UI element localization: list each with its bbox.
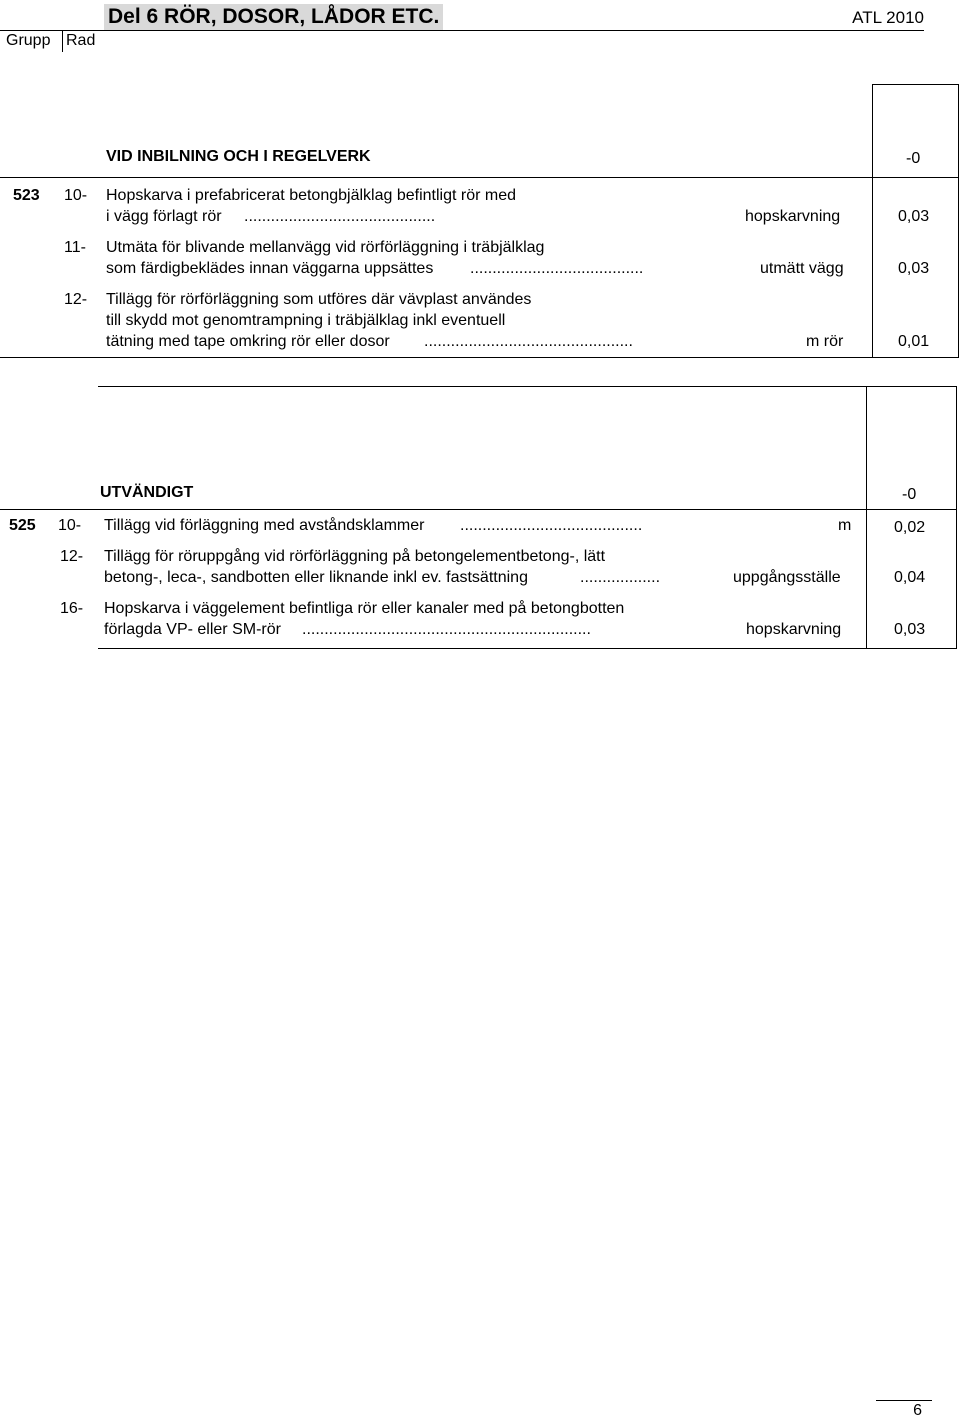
column-header-rad: Rad — [66, 32, 96, 49]
row-number: 10- — [58, 517, 82, 534]
row-description: Tillägg för röruppgång vid rörförläggning på betongelementbetong-, lätt — [104, 548, 606, 565]
group-code: 523 — [13, 187, 40, 204]
group-code: 525 — [9, 517, 36, 534]
row-unit: hopskarvning — [746, 621, 842, 638]
section-title-rule — [0, 509, 957, 510]
row-description: förlagda VP- eller SM-rör — [104, 621, 281, 638]
section-bottom-rule — [98, 648, 957, 649]
row-description: Hopskarva i väggelement befintliga rör eller kanaler med på betongbotten — [104, 600, 625, 617]
row-value: 0,01 — [898, 333, 930, 350]
row-number: 11- — [64, 239, 86, 256]
value-column-border-top — [872, 84, 959, 85]
row-description: i vägg förlagt rör — [106, 208, 222, 225]
row-unit: hopskarvning — [745, 208, 841, 225]
row-description: betong-, leca-, sandbotten eller liknande inkl ev. fastsättning — [104, 569, 528, 586]
section-bottom-rule — [0, 357, 959, 358]
leader-dots: ......................................... — [460, 517, 643, 534]
row-description: tätning med tape omkring rör eller dosor — [106, 333, 390, 350]
footer-rule — [876, 1400, 932, 1401]
row-unit: uppgångsställe — [733, 569, 841, 586]
row-unit: utmätt vägg — [760, 260, 844, 277]
section-title: VID INBILNING OCH I REGELVERK — [106, 148, 371, 165]
leader-dots: .................. — [580, 569, 661, 586]
header-rule — [0, 30, 924, 31]
column-divider — [62, 30, 63, 52]
page-title: Del 6 RÖR, DOSOR, LÅDOR ETC. — [104, 4, 443, 30]
value-column-border-left — [872, 84, 873, 357]
page-number: 6 — [913, 1402, 922, 1419]
value-column-border-top — [866, 386, 957, 387]
row-description: till skydd mot genomtrampning i träbjälklag inkl eventuell — [106, 312, 506, 329]
column-header-grupp: Grupp — [6, 32, 51, 49]
value-column-border-right — [958, 84, 959, 357]
row-value: 0,02 — [894, 519, 926, 536]
leader-dots: ............................................... — [424, 333, 633, 350]
leader-dots: ....................................... — [470, 260, 644, 277]
document-edition: ATL 2010 — [852, 8, 924, 27]
row-description: Hopskarva i prefabricerat betongbjälklag befintligt rör med — [106, 187, 516, 204]
row-unit: m — [838, 517, 852, 534]
row-value: 0,04 — [894, 569, 926, 586]
value-column-border-right — [956, 386, 957, 649]
leader-dots: ................................................................. — [302, 621, 591, 638]
row-number: 10- — [64, 187, 88, 204]
leader-dots: ........................................... — [244, 208, 436, 225]
section-value: -0 — [902, 486, 917, 503]
section-value: -0 — [906, 150, 921, 167]
row-description: Tillägg för rörförläggning som utföres där vävplast användes — [106, 291, 532, 308]
value-column-border-left — [866, 386, 867, 649]
row-number: 12- — [64, 291, 88, 308]
row-unit: m rör — [806, 333, 844, 350]
section-title-rule — [0, 177, 959, 178]
row-value: 0,03 — [898, 208, 930, 225]
section-title: UTVÄNDIGT — [100, 484, 194, 501]
row-value: 0,03 — [898, 260, 930, 277]
row-description: som färdigbeklädes innan väggarna uppsättes — [106, 260, 434, 277]
row-number: 16- — [60, 600, 84, 617]
row-description: Utmäta för blivande mellanvägg vid rörförläggning i träbjälklag — [106, 239, 545, 256]
section-top-rule — [98, 386, 868, 387]
row-description: Tillägg vid förläggning med avståndsklammer — [104, 517, 425, 534]
row-number: 12- — [60, 548, 84, 565]
row-value: 0,03 — [894, 621, 926, 638]
